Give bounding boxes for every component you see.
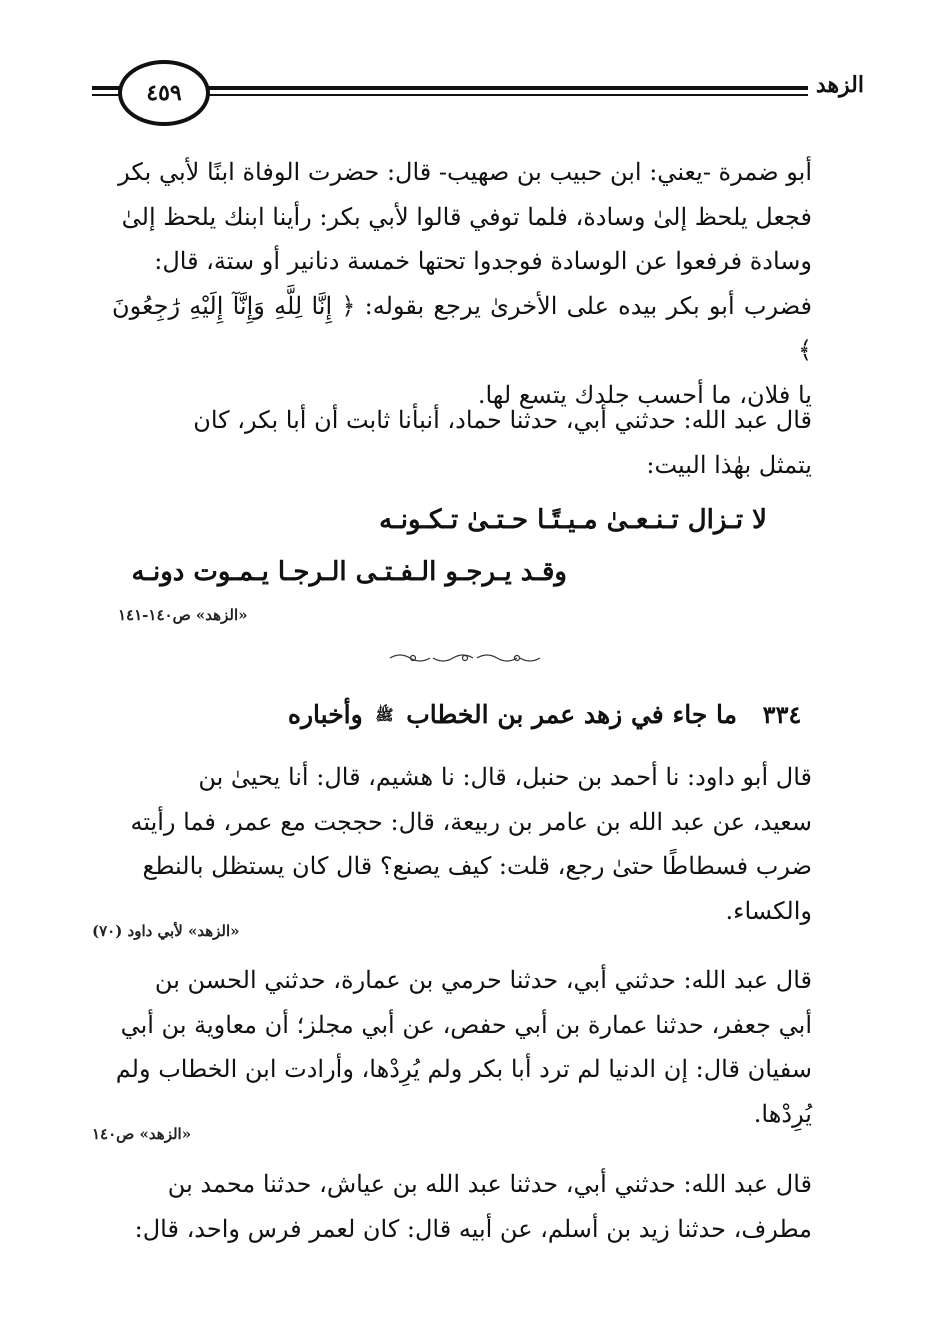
source-citation-3: «الزهد» ص١٤٠ — [92, 1125, 192, 1143]
running-title: الزهد — [808, 72, 872, 98]
text-line: أبي جعفر، حدثنا عمارة بن أبي حفص، عن أبي مجلز؛ أن معاوية بن أبي — [120, 1010, 812, 1039]
paragraph-5 — [112, 1162, 812, 1251]
text-line: يا فلان، ما أحسب جلدك يتسع لها. — [477, 380, 812, 409]
text-line: قال عبد الله: حدثني أبي، حدثنا عبد الله بن عياش، حدثنا محمد بن — [167, 1170, 812, 1198]
source-citation-1: «الزهد» ص١٤٠-١٤١ — [118, 606, 248, 624]
text-line: وسادة فرفعوا عن الوسادة فوجدوا تحتها خمسة دنانير أو ستة، قال: — [154, 247, 812, 275]
honorific-glyph: ﷺ — [375, 705, 394, 724]
text-line: فجعل يلحظ إلىٰ وسادة، فلما توفي قالوا لأبي بكر: رأينا ابنك يلحظ إلىٰ — [121, 202, 812, 231]
text-line: والكساء. — [725, 896, 812, 925]
text-line: قال أبو داود: نا أحمد بن حنبل، قال: نا هشيم، قال: أنا يحيىٰ بن — [198, 763, 812, 791]
ornament-divider-icon — [385, 650, 545, 666]
source-citation-2: «الزهد» لأبي داود (٧٠) — [92, 922, 240, 940]
text-line: يتمثل بهٰذا البيت: — [646, 450, 812, 479]
verse-line-1: لا تـزال تـنـعـىٰ مـيـتًـا حـتـىٰ تـكـونـه — [379, 505, 767, 535]
text-line: أبو ضمرة -يعني: ابن حبيب بن صهيب- قال: حضرت الوفاة ابنًا لأبي بكر — [118, 158, 812, 186]
paragraph-2 — [112, 398, 812, 487]
text-line: قال عبد الله: حدثني أبي، حدثنا حرمي بن عمارة، حدثني الحسن بن — [154, 966, 812, 994]
page-number: ٤٥٩ — [118, 60, 210, 126]
text-line: سفيان قال: إن الدنيا لم ترد أبا بكر ولم يُرِدْها، وأرادت ابن الخطاب ولم — [115, 1055, 812, 1083]
verse-line-2: وقـد يـرجـو الـفـتـى الـرجـا يـمـوت دونـه — [131, 557, 567, 587]
text-line: فضرب أبو بكر بيده على الأخرىٰ يرجع بقوله: ﴿ إِنَّا لِلَّهِ وَإِنَّآ إِلَيْهِ رَٰجِعُونَ ﴾ — [112, 291, 812, 364]
paragraph-3 — [112, 755, 812, 933]
section-title — [288, 700, 737, 729]
text-line: مطرف، حدثنا زيد بن أسلم، عن أبيه قال: كان لعمر فرس واحد، قال: — [134, 1214, 812, 1243]
text-line: ضرب فسطاطًا حتىٰ رجع، قلت: كيف يصنع؟ قال كان يستظل بالنطع — [142, 852, 812, 880]
section-title-text: وأخباره — [287, 700, 363, 729]
text-line: قال عبد الله: حدثني أبي، حدثنا حماد، أنبأنا ثابت أن أبا بكر، كان — [193, 406, 812, 434]
section-title-text: ما جاء في زهد عمر بن الخطاب — [406, 700, 737, 729]
text-line: يُرِدْها. — [753, 1099, 812, 1128]
text-line: سعيد، عن عبد الله بن عامر بن ربيعة، قال: حججت مع عمر، فما رأيته — [130, 807, 812, 836]
paragraph-1 — [112, 150, 812, 417]
paragraph-4 — [112, 958, 812, 1136]
section-number: ٣٣٤ — [762, 699, 802, 729]
